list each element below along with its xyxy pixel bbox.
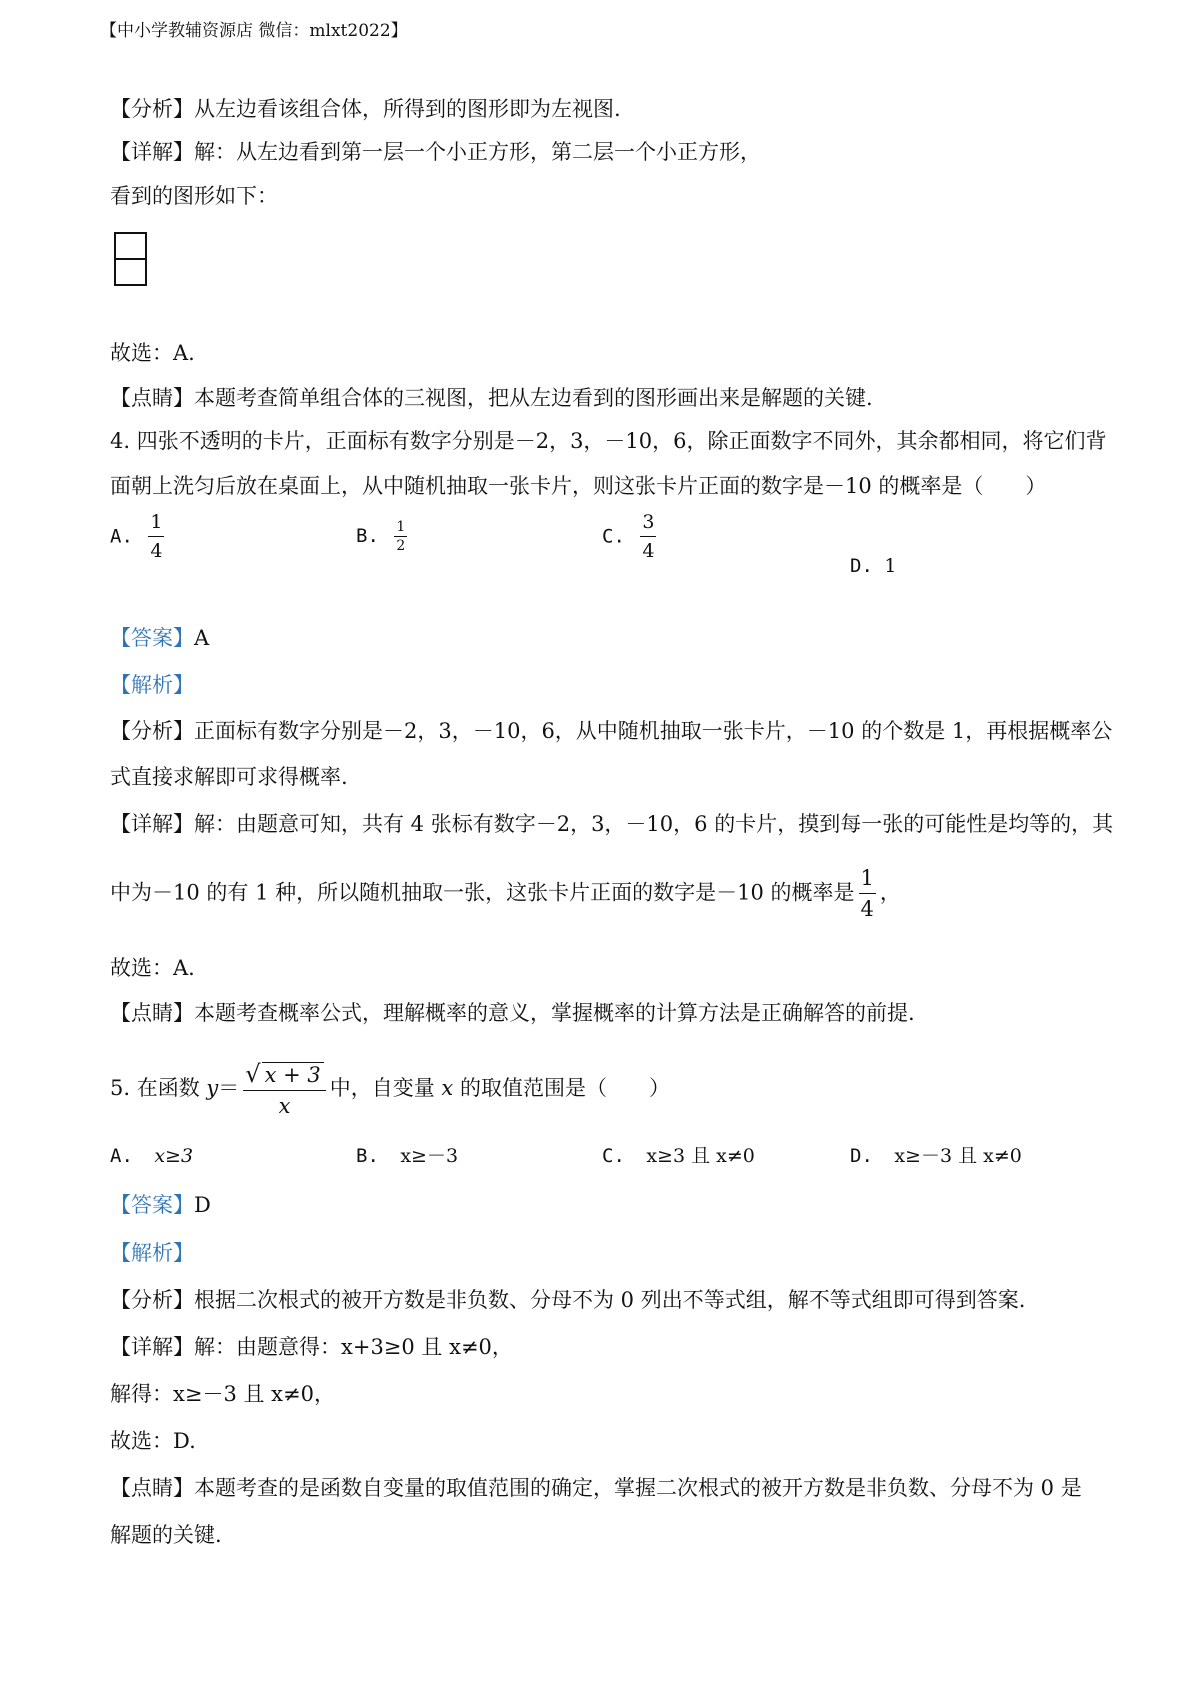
equals-sign: ＝ [218, 1076, 240, 1100]
q4-stem-line1: 4. 四张不透明的卡片，正面标有数字分别是－2，3，－10，6，除正面数字不同外，其余都相同，将它们背 [110, 429, 1107, 453]
q5-option-c [602, 1147, 755, 1166]
function-fraction [243, 1062, 325, 1117]
q4-option-d [850, 557, 896, 576]
stem-prefix: 5. 在函数 [110, 1076, 200, 1100]
option-text: x≥－3 [400, 1145, 459, 1167]
sqrt-icon: √ [245, 1060, 261, 1088]
detail-text: 中为－10 的有 1 种，所以随机抽取一张，这张卡片正面的数字是－10 的概率是 [110, 880, 855, 905]
q5-analysis: 【分析】根据二次根式的被开方数是非负数、分母不为 0 列出不等式组，解不等式组即可得到答案. [110, 1288, 1026, 1312]
denominator: x [278, 1094, 291, 1118]
fraction [148, 513, 164, 561]
stem-suffix2: 的取值范围是（ ） [459, 1076, 670, 1100]
option-label: D. [850, 555, 873, 577]
option-text: x≥3 [154, 1145, 194, 1167]
q4-jiexi: 【解析】 [110, 673, 194, 697]
denominator: 4 [150, 540, 163, 562]
denominator: 2 [396, 538, 406, 554]
answer-value: D [194, 1193, 211, 1217]
q5-jiexi: 【解析】 [110, 1241, 194, 1265]
q5-answer [110, 1195, 211, 1216]
q5-option-b [356, 1147, 458, 1166]
q3-detail: 【详解】解：从左边看到第一层一个小正方形，第二层一个小正方形， [110, 140, 761, 164]
numerator: 1 [148, 513, 164, 537]
option-text: x≥－3 且 x≠0 [894, 1145, 1022, 1167]
stem-suffix1: 中，自变量 [329, 1076, 435, 1100]
q3-comment: 【点睛】本题考查简单组合体的三视图，把从左边看到的图形画出来是解题的关键. [110, 386, 873, 410]
fraction [859, 868, 876, 920]
option-label: C. [602, 525, 625, 548]
option-label: A. [110, 525, 133, 548]
q5-comment-line2: 解题的关键. [110, 1523, 222, 1547]
answer-value: A [194, 626, 210, 650]
fraction [394, 520, 407, 553]
option-label: D. [850, 1145, 873, 1167]
q5-option-a [110, 1147, 193, 1166]
q4-stem-line2: 面朝上洗匀后放在桌面上，从中随机抽取一张卡片，则这张卡片正面的数字是－10 的概率是（ ） [110, 474, 1047, 498]
option-label: A. [110, 1145, 133, 1167]
q4-detail-line2 [110, 868, 901, 920]
option-label: B. [356, 1145, 379, 1167]
q4-analysis-line1: 【分析】正面标有数字分别是－2，3，－10，6，从中随机抽取一张卡片，－10 的个数是 1，再根据概率公 [110, 719, 1113, 743]
q4-detail-line1: 【详解】解：由题意可知，共有 4 张标有数字－2，3，－10，6 的卡片，摸到每一张的可能性是均等的，其 [110, 812, 1114, 836]
denominator: 4 [860, 897, 874, 921]
denominator: 4 [642, 540, 655, 562]
answer-label: 【答案】 [110, 626, 194, 650]
option-text: x≥3 且 x≠0 [646, 1145, 755, 1167]
q4-option-b [356, 520, 411, 553]
var-x: x [441, 1076, 454, 1100]
q5-solution: 解得：x≥－3 且 x≠0， [110, 1382, 335, 1406]
q5-detail: 【详解】解：由题意得：x+3≥0 且 x≠0， [110, 1335, 513, 1359]
numerator: 1 [859, 868, 876, 894]
answer-label: 【答案】 [110, 1193, 194, 1217]
figure-square-bottom [114, 258, 147, 286]
q4-analysis-line2: 式直接求解即可求得概率. [110, 765, 348, 789]
option-value: 1 [884, 555, 897, 577]
page-header: 【中小学教辅资源店 微信：mlxt2022】 [100, 21, 408, 41]
q3-figure-intro: 看到的图形如下： [110, 184, 278, 208]
q4-option-c [602, 513, 660, 561]
q4-choice: 故选：A. [110, 956, 195, 980]
q5-choice: 故选：D. [110, 1429, 196, 1453]
q4-comment: 【点睛】本题考查概率公式，理解概率的意义，掌握概率的计算方法是正确解答的前提. [110, 1001, 915, 1025]
radicand: x + 3 [262, 1062, 324, 1086]
q3-analysis: 【分析】从左边看该组合体，所得到的图形即为左视图. [110, 97, 621, 121]
numerator [243, 1062, 325, 1091]
option-label: C. [602, 1145, 625, 1167]
q4-option-a [110, 513, 168, 561]
var-y: y [206, 1076, 219, 1100]
q5-stem [110, 1062, 670, 1117]
detail-text-end: ， [879, 880, 901, 905]
numerator: 3 [640, 513, 656, 537]
figure-square-top [114, 232, 147, 260]
q5-option-d [850, 1147, 1022, 1166]
option-label: B. [356, 525, 379, 547]
q3-choice: 故选：A. [110, 341, 195, 365]
q5-comment-line1: 【点睛】本题考查的是函数自变量的取值范围的确定，掌握二次根式的被开方数是非负数、分母不为 0 是 [110, 1476, 1082, 1500]
fraction [640, 513, 656, 561]
numerator: 1 [396, 519, 406, 535]
q4-answer [110, 628, 209, 649]
